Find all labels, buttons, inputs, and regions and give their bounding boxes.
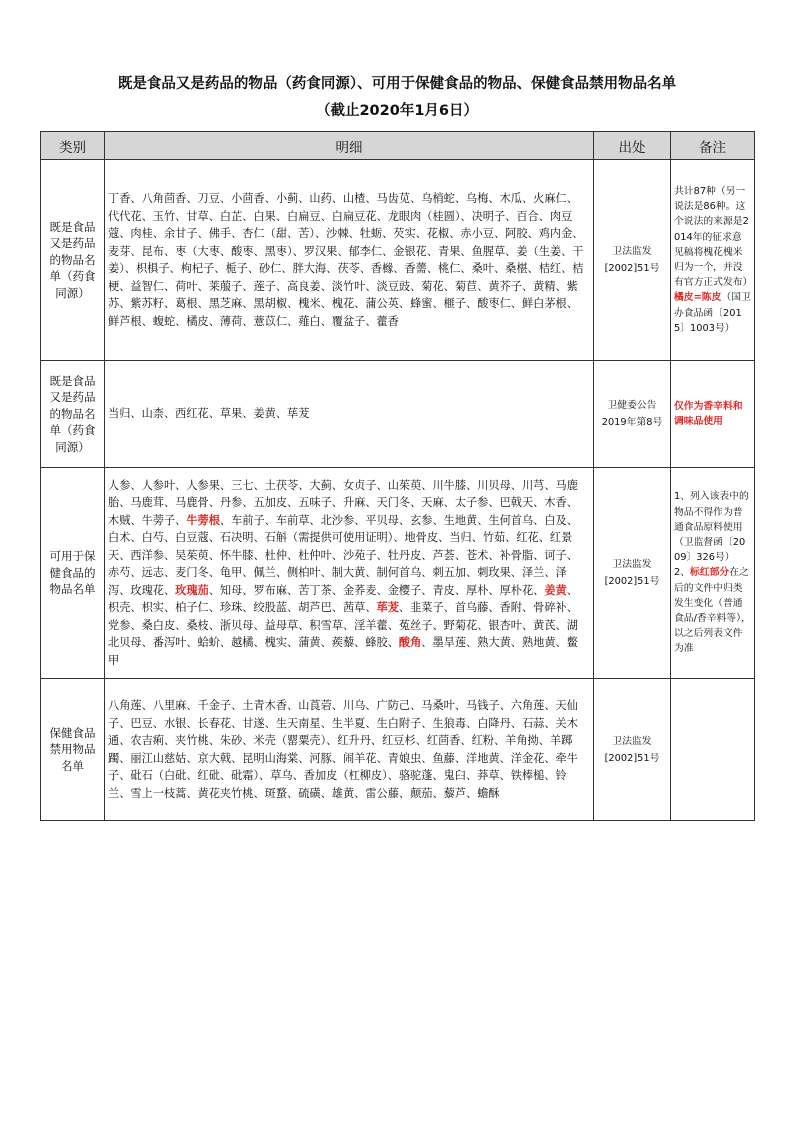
document-title: 既是食品又是药品的物品（药食同源）、可用于保健食品的物品、保健食品禁用物品名单 bbox=[117, 76, 677, 92]
note-text: 共计87种（另一说法是86种。这个说法的来源是2014年的征求意见稿将槐花槐米归为一个，并没有官方正式发布） bbox=[674, 185, 753, 289]
source-line: [2002]51号 bbox=[604, 752, 660, 764]
row-note-empty bbox=[671, 679, 755, 821]
table-row bbox=[41, 361, 755, 468]
source-line: 卫法监发 bbox=[612, 735, 652, 747]
row-source bbox=[594, 160, 671, 361]
detail-text: 、韭菜子、首乌藤、香附、骨碎补、党参、桑白皮、桑枝、浙贝母、益母草、积雪草、淫羊藿、菟丝子、野菊花、银杏叶、黄芪、湖北贝母、番泻叶、蛤蚧、越橘、槐实、蒲黄、蒺藜、蜂胶、 bbox=[108, 601, 578, 650]
source-line: 2019年第8号 bbox=[601, 417, 663, 428]
row-detail bbox=[105, 468, 594, 679]
row-detail: 八角莲、八里麻、千金子、土青木香、山莨菪、川乌、广防己、马桑叶、马钱子、六角莲、天仙子、巴豆、水银、长春花、甘遂、生天南星、生半夏、生白附子、生狼毒、白降丹、石蒜、关木通、农吉痢、夹竹桃、朱砂、米壳（罂粟壳）、红升丹、红豆杉、红茴香、红粉、羊角拗、羊踯躅、丽江山慈姑、京大戟、昆明山海棠、河豚、闹羊花、青娘虫、鱼藤、洋地黄、洋金花、牵牛子、砒石（白砒、红砒、砒霜）、草乌、香加皮（杠柳皮）、骆驼蓬、鬼臼、莽草、铁棒槌、铃兰、雪上一枝蒿、黄花夹竹桃、斑蝥、硫磺、雄黄、雷公藤、颠茄、藜芦、蟾酥 bbox=[105, 679, 594, 821]
row-note bbox=[671, 160, 755, 361]
item-list-table bbox=[40, 131, 755, 821]
note-text: 1、列入该表中的物品不得作为普通食品原料使用（卫监督函〔2009〕326号） bbox=[674, 491, 749, 564]
source-line: 卫法监发 bbox=[612, 246, 652, 257]
table-row bbox=[41, 679, 755, 821]
note-text: 在之后的文件中归类发生变化（普通食品/香辛料等），以之后列表文件为准 bbox=[674, 567, 751, 655]
table-header-row bbox=[41, 132, 755, 160]
detail-text: 、车前子、车前草、北沙参、平贝母、玄参、生地黄、生何首乌、白及、白术、白芍、白豆蔻、石决明、石斛（需提供可使用证明）、地骨皮、当归、竹茹、红花、红景天、西洋参、吴茱萸、怀牛膝、杜仲、杜仲叶、沙苑子、牡丹皮、芦荟、苍术、补骨脂、诃子、赤芍、远志、麦门冬、龟甲、佩兰、侧柏叶、制大黄、制何首乌、刺五加、刺玫果、泽兰、泽泻、玫瑰花、 bbox=[108, 513, 578, 597]
detail-highlight: 玫瑰茄 bbox=[175, 583, 209, 597]
row-category: 保健食品禁用物品名单 bbox=[41, 679, 105, 821]
row-category: 既是食品又是药品的物品名单（药食同源） bbox=[41, 160, 105, 361]
detail-text: 人参、人参叶、人参果、三七、土茯苓、大蓟、女贞子、山茱萸、川牛膝、川贝母、川芎、马鹿胎、马鹿茸、马鹿骨、丹参、五加皮、五味子、升麻、天门冬、天麻、太子参、巴戟天、木香、木贼、牛蒡子、 bbox=[108, 478, 578, 527]
detail-highlight: 牛蒡根 bbox=[186, 513, 220, 527]
table-row bbox=[41, 468, 755, 679]
note-highlight: 仅作为香辛料和调味品使用 bbox=[674, 400, 743, 427]
table-row bbox=[41, 160, 755, 361]
row-source bbox=[594, 468, 671, 679]
row-category: 可用于保健食品的物品名单 bbox=[41, 468, 105, 679]
detail-highlight: 荜茇 bbox=[376, 601, 399, 615]
detail-highlight: 酸角 bbox=[398, 636, 422, 650]
row-detail: 当归、山柰、西红花、草果、姜黄、荜茇 bbox=[105, 361, 594, 468]
row-note bbox=[671, 361, 755, 468]
note-line bbox=[674, 565, 751, 656]
detail-text: 、枳壳、枳实、柏子仁、珍珠、绞股蓝、胡芦巴、茜草、 bbox=[108, 583, 578, 615]
header-category: 类别 bbox=[41, 132, 105, 160]
note-text: （国卫办食品函〔2015〕1003号） bbox=[674, 292, 751, 334]
source-line: 卫健委公告 bbox=[607, 400, 657, 411]
detail-text: 、墨旱莲、熟大黄、熟地黄、鳖甲 bbox=[108, 636, 578, 667]
header-detail: 明细 bbox=[105, 132, 594, 160]
source-line: [2002]51号 bbox=[604, 576, 660, 587]
row-detail: 丁香、八角茴香、刀豆、小茴香、小蓟、山药、山楂、马齿苋、乌梢蛇、乌梅、木瓜、火麻仁、代代花、玉竹、甘草、白芷、白果、白扁豆、白扁豆花、龙眼肉（桂圆）、决明子、百合、肉豆蔻、肉桂、余甘子、佛手、杏仁（甜、苦）、沙棘、牡蛎、芡实、花椒、赤小豆、阿胶、鸡内金、麦芽、昆布、枣（大枣、酸枣、黑枣）、罗汉果、郁李仁、金银花、青果、鱼腥草、姜（生姜、干姜）、枳椇子、枸杞子、栀子、砂仁、胖大海、茯苓、香橼、香薷、桃仁、桑叶、桑椹、桔红、桔梗、益智仁、荷叶、莱菔子、莲子、高良姜、淡竹叶、淡豆豉、菊花、菊苣、黄芥子、黄精、紫苏、紫苏籽、葛根、黑芝麻、黑胡椒、槐米、槐花、蒲公英、蜂蜜、榧子、酸枣仁、鲜白茅根、鲜芦根、蝮蛇、橘皮、薄荷、薏苡仁、薤白、覆盆子、藿香 bbox=[105, 160, 594, 361]
row-source bbox=[594, 679, 671, 821]
detail-highlight: 姜黄 bbox=[544, 583, 567, 597]
source-line: [2002]51号 bbox=[604, 263, 660, 274]
note-highlight: 橘皮=陈皮 bbox=[674, 292, 722, 304]
note-highlight: 标红部分 bbox=[690, 567, 730, 579]
header-note: 备注 bbox=[671, 132, 755, 160]
row-source bbox=[594, 361, 671, 468]
row-category: 既是食品又是药品的物品名单（药食同源） bbox=[41, 361, 105, 468]
note-text: 2、 bbox=[674, 567, 691, 579]
detail-text: 、知母、罗布麻、苦丁茶、金荞麦、金樱子、青皮、厚朴、厚朴花、 bbox=[208, 583, 545, 597]
source-line: 卫法监发 bbox=[612, 559, 652, 570]
row-note bbox=[671, 468, 755, 679]
header-source: 出处 bbox=[594, 132, 671, 160]
document-subtitle: （截止2020年1月6日） bbox=[315, 103, 479, 119]
